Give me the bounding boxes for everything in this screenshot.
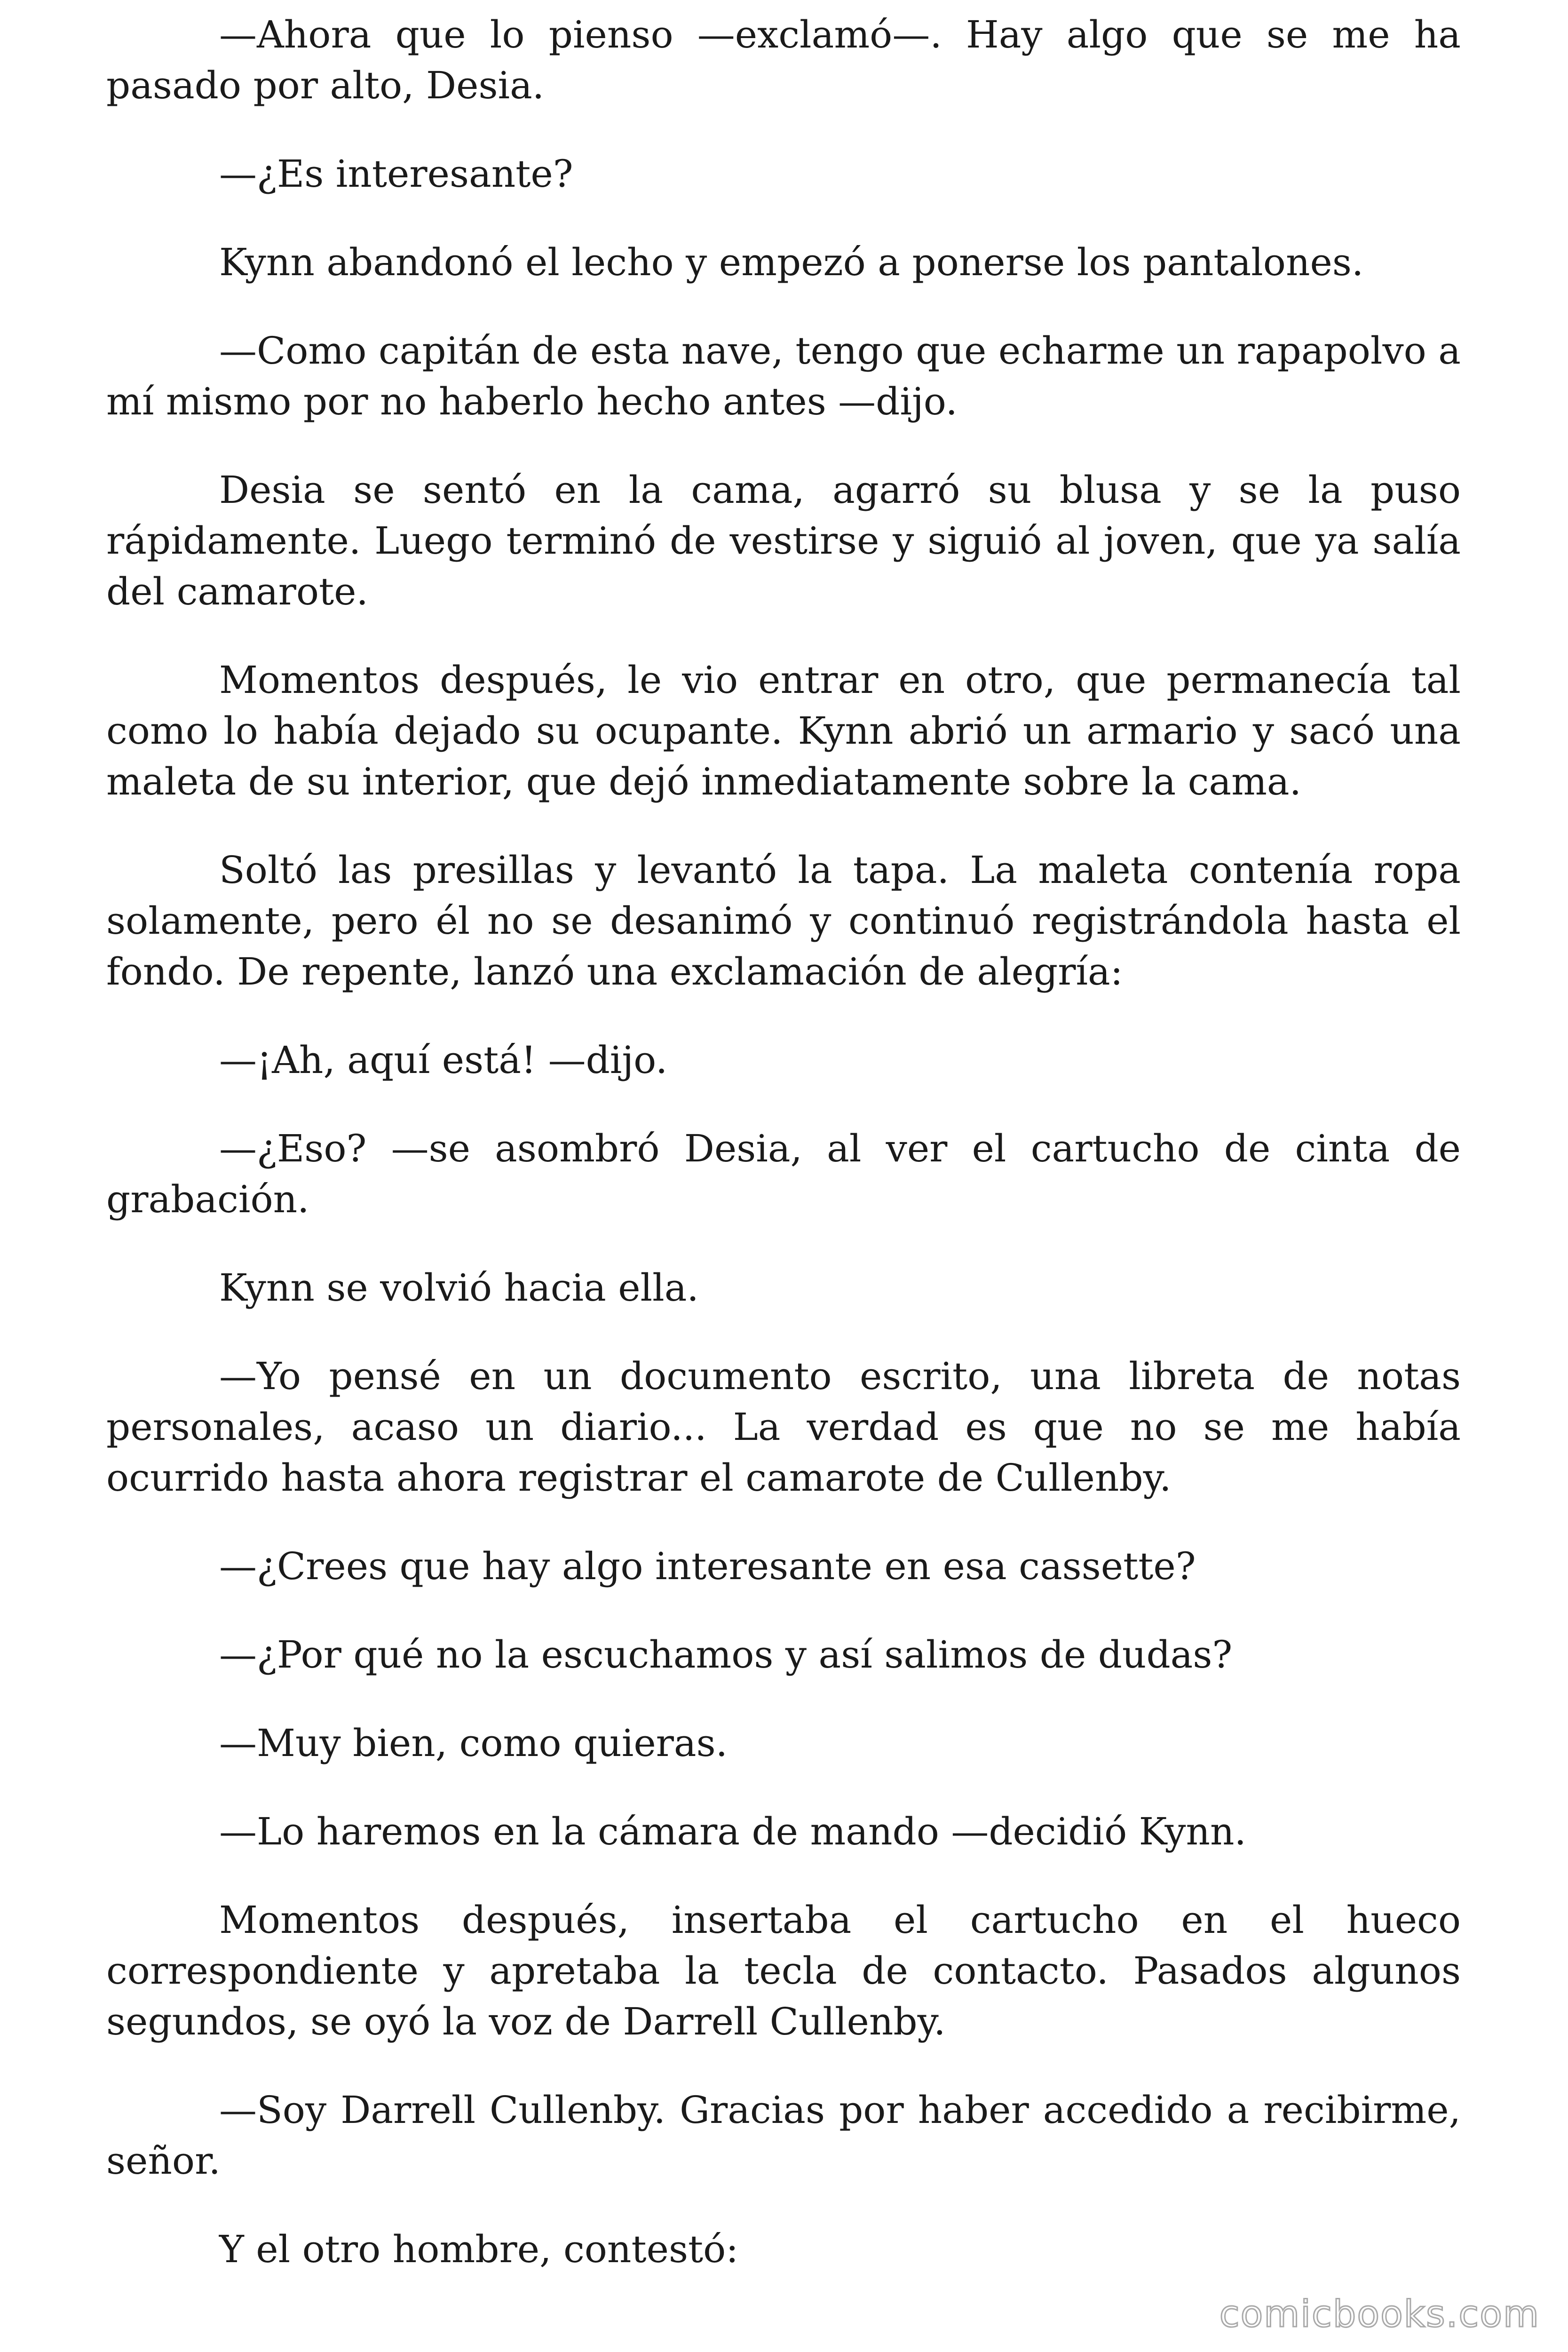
paragraph: —¿Crees que hay algo interesante en esa cassette?	[219, 1544, 1196, 1588]
page-text	[106, 9, 1461, 2312]
paragraph: —Ahora que lo pienso —exclamó—. Hay algo que se me ha pasado por alto, Desia.	[106, 13, 1461, 107]
watermark: comicbooks.com	[1219, 2293, 1540, 2336]
paragraph: —Muy bien, como quieras.	[219, 1721, 728, 1765]
paragraph: Momentos después, insertaba el cartucho en el hueco correspondiente y apretaba la tecla de contacto. Pasados algunos segundos, se oyó la voz de Darrell Cullenby.	[106, 1898, 1461, 2043]
paragraph: —Lo haremos en la cámara de mando —decidió Kynn.	[219, 1810, 1246, 1853]
paragraph: —Yo pensé en un documento escrito, una libreta de notas personales, acaso un diario... La verdad es que no se me había ocurrido hasta ahora registrar el camarote de Cullenby.	[106, 1354, 1461, 1500]
paragraph: —Como capitán de esta nave, tengo que echarme un rapapolvo a mí mismo por no haberlo hecho antes —dijo.	[106, 329, 1461, 423]
paragraph: Kynn se volvió hacia ella.	[219, 1266, 699, 1310]
paragraph: Y el otro hombre, contestó:	[219, 2227, 739, 2271]
paragraph: Kynn abandonó el lecho y empezó a ponerse los pantalones.	[219, 240, 1364, 284]
paragraph: Soltó las presillas y levantó la tapa. La maleta contenía ropa solamente, pero él no se desanimó y continuó registrándola hasta el fondo. De repente, lanzó una exclamación de alegría:	[106, 848, 1461, 993]
paragraph: —¿Es interesante?	[219, 152, 573, 196]
paragraph: Desia se sentó en la cama, agarró su blusa y se la puso rápidamente. Luego terminó de vestirse y siguió al joven, que ya salía del camarote.	[106, 468, 1461, 613]
paragraph: —¿Eso? —se asombró Desia, al ver el cartucho de cinta de grabación.	[106, 1127, 1461, 1221]
paragraph: —¡Ah, aquí está! —dijo.	[219, 1038, 668, 1082]
paragraph: —Soy Darrell Cullenby. Gracias por haber accedido a recibirme, señor.	[106, 2088, 1461, 2183]
paragraph: Momentos después, le vio entrar en otro, que permanecía tal como lo había dejado su ocupante. Kynn abrió un armario y sacó una maleta de su interior, que dejó inmediatamente sobre la cama.	[106, 658, 1461, 803]
paragraph: —¿Por qué no la escuchamos y así salimos de dudas?	[219, 1633, 1233, 1677]
